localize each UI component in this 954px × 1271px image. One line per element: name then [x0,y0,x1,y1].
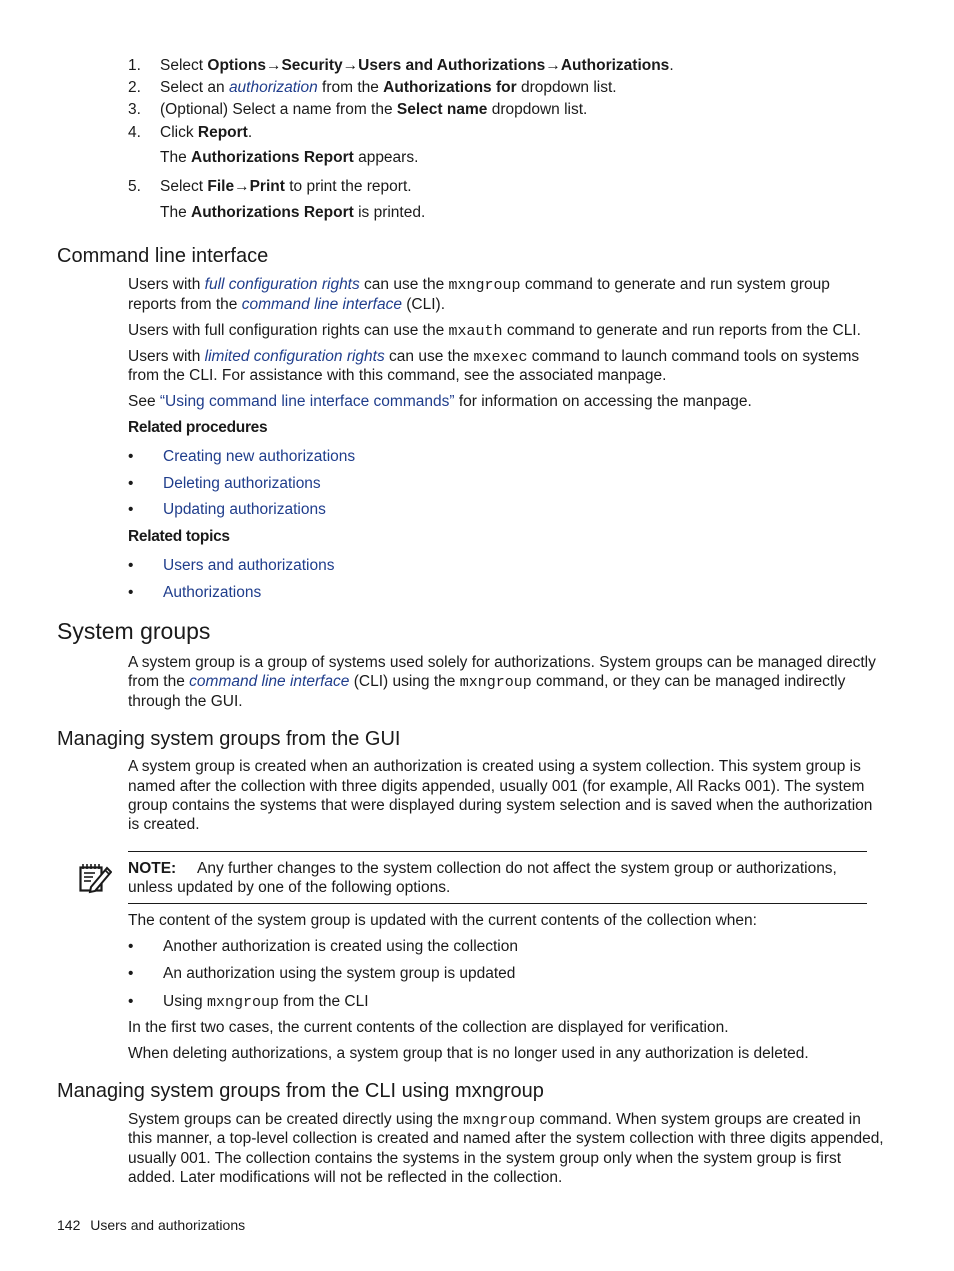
cli-p1-line1: Users with full configuration rights can use the mxngroup command to generate and run system group [128,276,830,294]
gui-bullet-2: An authorization using the system group is updated [163,965,516,982]
updating-authorizations-link[interactable]: Updating authorizations [163,501,326,518]
gui-after2: When deleting authorizations, a system group that is no longer used in any authorization is deleted. [128,1045,809,1062]
cli-p3-line2: from the CLI. For assistance with this command, see the associated manpage. [128,367,667,384]
list-item: • [128,448,134,465]
list-item: • [128,993,134,1010]
step-3: 3. (Optional) Select a name from the Select name dropdown list. [128,101,588,118]
page-number: 142 [57,1217,81,1233]
users-and-authorizations-link[interactable]: Users and authorizations [163,557,335,574]
gui-line1: A system group is created when an authorization is created using a system collection. This system group is [128,758,861,775]
list-item: • [128,965,134,982]
list-item: • [128,584,134,601]
full-config-rights-link[interactable]: full configuration rights [204,276,360,293]
cli-mx-line3: usually 001. The collection contains the systems in the system group only when the system group is first [128,1150,842,1167]
note-line2: unless updated by one of the following options. [128,879,451,896]
step-1: 1. Select Options→Security→Users and Authorizations→Authorizations. [128,57,674,74]
deleting-authorizations-link[interactable]: Deleting authorizations [163,475,321,492]
step-2: 2. Select an authorization from the Authorizations for dropdown list. [128,79,617,96]
note-bottom-rule [128,903,867,904]
gui-line4: is created. [128,816,200,833]
cli-p1-line2: reports from the command line interface (CLI). [128,296,446,313]
cli-mx-line4: added. Later modifications will not be reflected in the collection. [128,1169,563,1186]
step-4: 4. Click Report. [128,124,253,141]
system-groups-line3: through the GUI. [128,693,243,710]
gui-heading: Managing system groups from the GUI [57,728,401,750]
cli-link[interactable]: command line interface [241,296,402,313]
footer-section: Users and authorizations [90,1217,246,1233]
cli-heading: Command line interface [57,245,269,267]
page-footer [57,1215,245,1235]
list-item: • [128,475,134,492]
system-groups-heading: System groups [57,618,211,644]
cli-mx-line2: this manner, a top-level collection is created and named after the system collection with three digits appended, [128,1130,884,1147]
gui-line3: group contains the systems that were displayed during system selection and is saved when the authorization [128,797,873,814]
cli-commands-link[interactable]: “Using command line interface commands” [159,393,455,410]
system-groups-line1: A system group is a group of systems used solely for authorizations. System groups can be managed directly [128,654,876,671]
note-label: NOTE: [128,860,177,877]
related-topics-title: Related topics [128,528,230,545]
list-item: • [128,938,134,955]
list-item: • [128,557,134,574]
gui-bullet-3: Using mxngroup from the CLI [163,993,369,1011]
cli-p3-line1: Users with limited configuration rights can use the mxexec command to launch command tools on systems [128,348,860,366]
gui-bullet-1: Another authorization is created using the collection [163,938,518,955]
gui-after1: In the first two cases, the current contents of the collection are displayed for verification. [128,1019,729,1036]
authorizations-link[interactable]: Authorizations [163,584,262,601]
gui-line2: named after the collection with three digits appended, usually 001 (for example, All Racks 001). The system [128,778,865,795]
note-line1: NOTE: Any further changes to the system collection do not affect the system group or authorizations, [128,860,837,877]
note-pencil-icon [78,862,112,894]
gui-content-line: The content of the system group is updated with the current contents of the collection when: [128,912,757,929]
authorization-link[interactable]: authorization [228,79,318,96]
cli-mx-line1: System groups can be created directly using the mxngroup command. When system groups are created in [128,1111,861,1129]
list-item: • [128,501,134,518]
step-4-result: The Authorizations Report appears. [160,149,419,166]
system-groups-line2: from the command line interface (CLI) using the mxngroup command, or they can be managed indirectly [128,673,846,691]
limited-config-rights-link[interactable]: limited configuration rights [204,348,385,365]
step-5-result: The Authorizations Report is printed. [160,204,426,221]
cli-p2: Users with full configuration rights can use the mxauth command to generate and run reports from the CLI. [128,322,861,340]
step-5: 5. Select File→Print to print the report. [128,178,412,195]
note-top-rule [128,851,867,852]
cli-link-2[interactable]: command line interface [189,673,350,690]
creating-authorizations-link[interactable]: Creating new authorizations [163,448,356,465]
cli-mxngroup-heading: Managing system groups from the CLI using mxngroup [57,1080,544,1102]
cli-p4: See “Using command line interface commands” for information on accessing the manpage. [128,393,752,410]
related-procedures-title: Related procedures [128,419,268,436]
